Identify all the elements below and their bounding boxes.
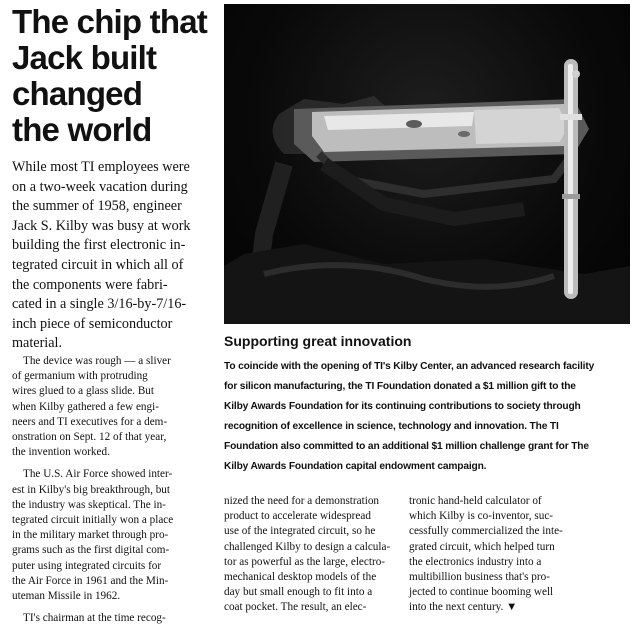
lead-line: on a two-week vacation during (12, 178, 188, 195)
lead-line: building the first electronic in- (12, 237, 186, 254)
body-line: The U.S. Air Force showed inter- (23, 468, 173, 481)
lead-line: inch piece of semiconductor (12, 315, 173, 332)
body-line: est in Kilby's big breakthrough, but (12, 483, 171, 496)
headline-line: the world (12, 111, 152, 148)
body-line: product to accelerate widespread (224, 510, 371, 523)
sidebar-line: To coincide with the opening of TI's Kilby Center, an advanced research facility (224, 361, 595, 372)
body-line: uteman Missile in 1962. (12, 590, 121, 603)
sidebar-title: Supporting great innovation (224, 333, 412, 349)
body-line: grated circuit, which helped turn (409, 540, 555, 553)
body-line: mechanical desktop models of the (224, 571, 377, 584)
body-line: jected to continue booming well (409, 586, 554, 599)
body-line: wires glued to a glass slide. But (12, 385, 155, 398)
body-column-2 (224, 494, 394, 616)
body-line: onstration on Sept. 12 of that year, (12, 431, 167, 444)
lead-line: Jack S. Kilby was busy at work (12, 217, 191, 234)
body-column-3 (409, 494, 624, 616)
chip-photo (224, 4, 630, 324)
headline (12, 4, 212, 148)
body-line: of germanium with protruding (12, 370, 148, 383)
body-line: puter using integrated circuits for (12, 559, 162, 572)
body-line: day but small enough to fit into a (224, 586, 373, 599)
body-line: nized the need for a demonstration (224, 495, 380, 507)
body-line: the electronics industry into a (409, 555, 542, 568)
body-line: tronic hand-held calculator of (409, 495, 542, 507)
headline-line: changed (12, 75, 143, 112)
headline-line: Jack built (12, 39, 157, 76)
paragraph-gap (12, 460, 220, 467)
body-line: tegrated circuit initially won a place (12, 514, 174, 527)
headline-line: The chip that (12, 3, 207, 40)
body-line: the Air Force in 1961 and the Min- (12, 574, 169, 587)
body-line: cessfully commercialized the inte- (409, 525, 563, 538)
body-line: coat pocket. The result, an elec- (224, 601, 367, 614)
body-line: The device was rough — a sliver (23, 355, 171, 367)
lead-line: the components were fabri- (12, 276, 168, 293)
lead-line: While most TI employees were (12, 159, 190, 175)
body-line: into the next century. ▼ (409, 601, 518, 614)
integrated-circuit-image (224, 4, 630, 324)
sidebar-line: recognition of excellence in science, technology and innovation. The TI (224, 421, 559, 432)
paragraph-gap (12, 604, 220, 611)
lead-line: the summer of 1958, engineer (12, 198, 182, 215)
body-line: which Kilby is co-inventor, suc- (409, 510, 554, 523)
lead-line: material. (12, 335, 63, 352)
body-line: multibillion business that's pro- (409, 571, 550, 584)
body-line: use of the integrated circuit, so he (224, 525, 376, 538)
body-line: neers and TI executives for a dem- (12, 415, 168, 428)
sidebar-body (224, 357, 634, 477)
lead-line: tegrated circuit in which all of (12, 256, 184, 273)
lead-line: cated in a single 3/16-by-7/16- (12, 296, 187, 313)
sidebar-box (224, 332, 634, 477)
lead-paragraph (12, 158, 220, 354)
body-column-1 (12, 354, 220, 626)
sidebar-line: Kilby Awards Foundation capital endowment campaign. (224, 461, 487, 472)
body-line: tor as powerful as the large, electro- (224, 555, 386, 568)
sidebar-line: for silicon manufacturing, the TI Foundation donated a $1 million gift to the (224, 381, 576, 392)
body-line: in the military market through pro- (12, 529, 169, 542)
body-line: when Kilby gathered a few engi- (12, 400, 159, 413)
body-line: grams such as the first digital com- (12, 544, 170, 557)
body-line: TI's chairman at the time recog- (23, 612, 166, 625)
sidebar-line: Foundation also committed to an additional $1 million challenge grant for The (224, 441, 589, 452)
body-line: the industry was skeptical. The in- (12, 498, 166, 511)
body-line: the invention worked. (12, 446, 110, 459)
body-line: challenged Kilby to design a calcula- (224, 540, 391, 553)
sidebar-line: Kilby Awards Foundation for its continuing contributions to society through (224, 401, 581, 412)
